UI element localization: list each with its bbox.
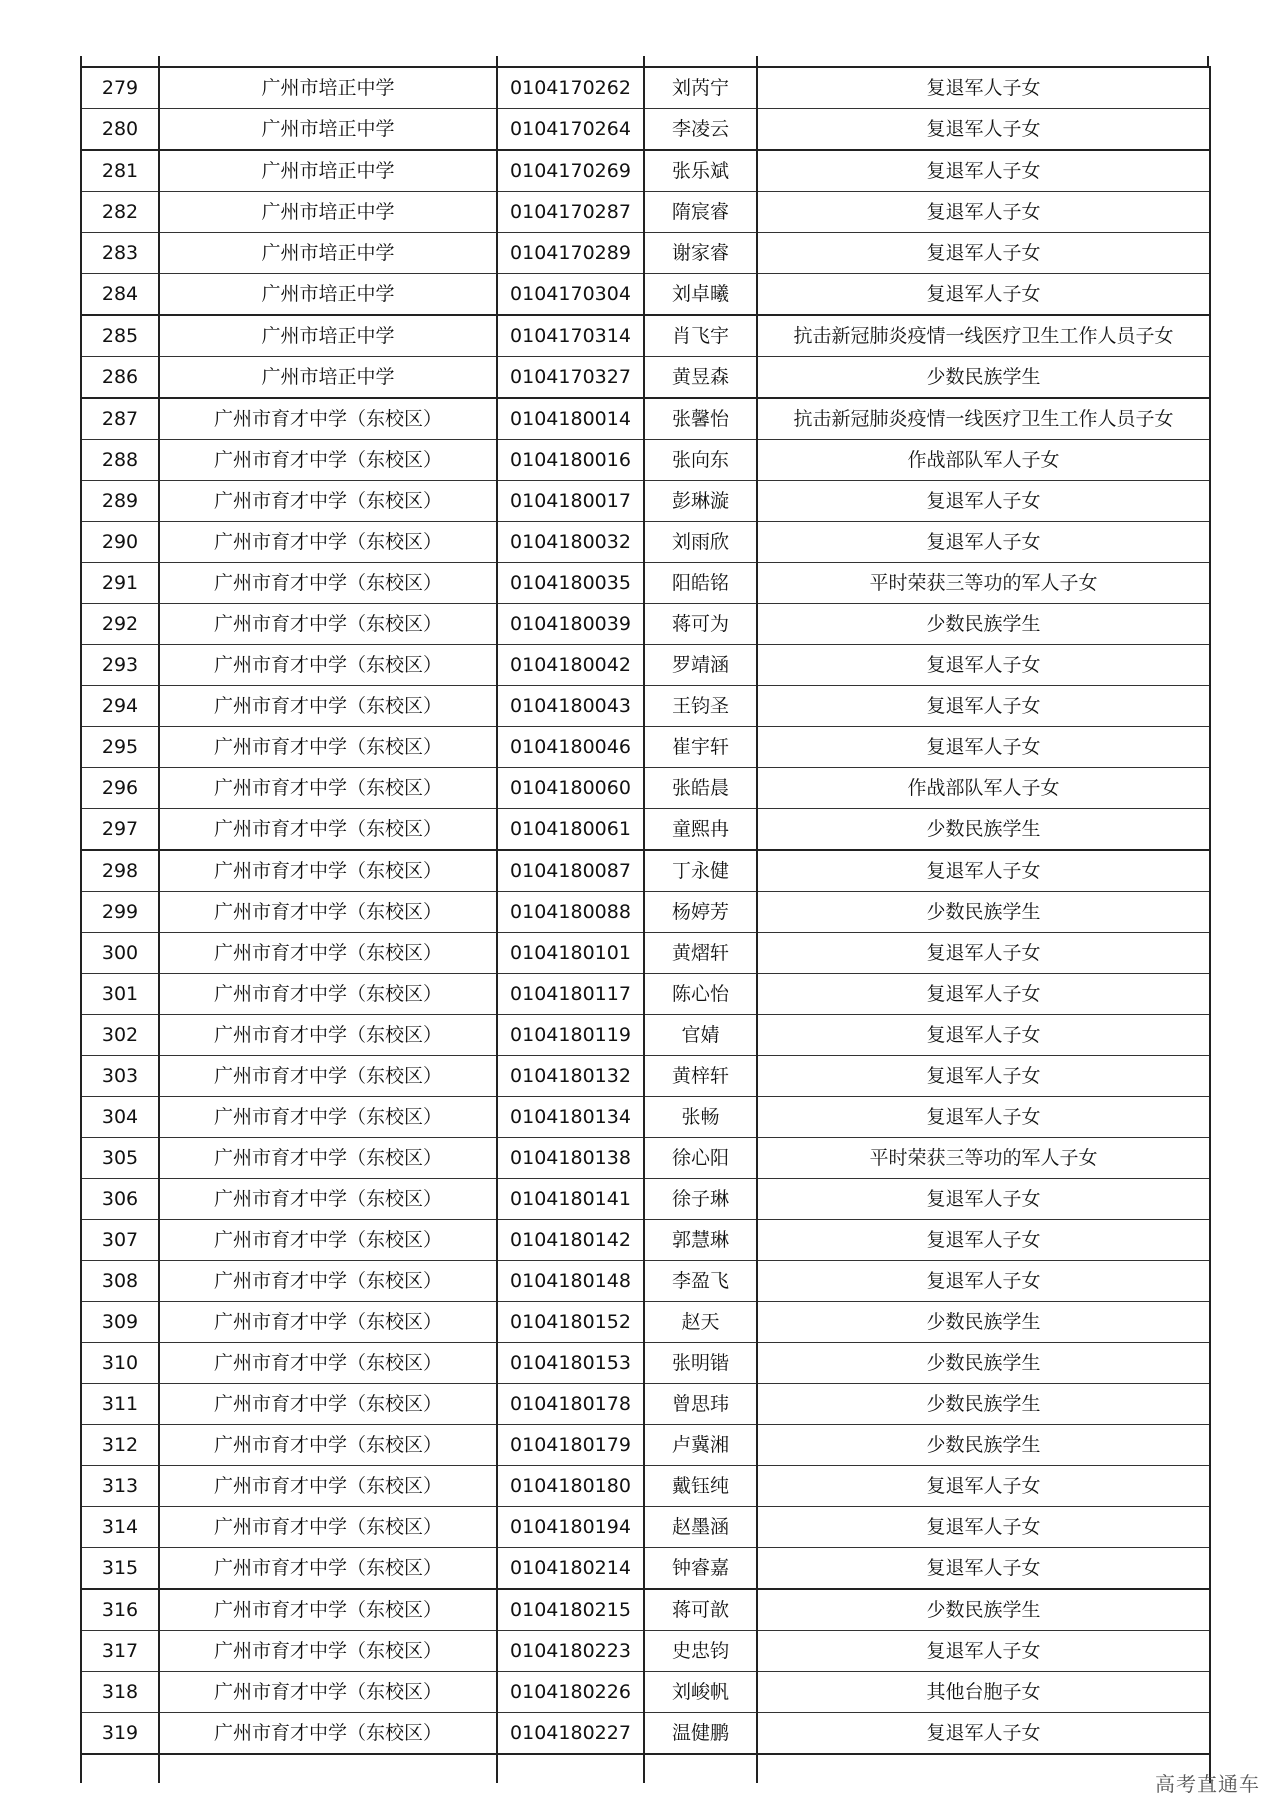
table-row [81, 645, 1210, 686]
table-row [81, 727, 1210, 768]
student-id: 0104180061 [497, 809, 644, 851]
empty-cell [757, 1754, 1210, 1783]
table-row [81, 974, 1210, 1015]
row-number: 312 [81, 1425, 159, 1466]
category: 复退军人子女 [757, 1220, 1210, 1261]
table-row [81, 150, 1210, 192]
table-row [81, 315, 1210, 357]
school-name: 广州市育才中学（东校区） [159, 440, 497, 481]
student-id: 0104180142 [497, 1220, 644, 1261]
table-row [81, 67, 1210, 109]
student-name: 刘雨欣 [644, 522, 757, 563]
student-name: 赵墨涵 [644, 1507, 757, 1548]
category: 复退军人子女 [757, 933, 1210, 974]
student-id: 0104180117 [497, 974, 644, 1015]
row-number: 282 [81, 192, 159, 233]
student-name: 蒋可为 [644, 604, 757, 645]
student-id: 0104180119 [497, 1015, 644, 1056]
table-row [81, 1672, 1210, 1713]
table-row [81, 109, 1210, 151]
row-number: 319 [81, 1713, 159, 1755]
student-id: 0104180016 [497, 440, 644, 481]
student-name: 阳皓铭 [644, 563, 757, 604]
roster-sheet [80, 66, 1209, 1783]
row-number: 286 [81, 357, 159, 399]
table-row [81, 1589, 1210, 1631]
school-name: 广州市育才中学（东校区） [159, 1138, 497, 1179]
student-name: 张向东 [644, 440, 757, 481]
category: 复退军人子女 [757, 233, 1210, 274]
school-name: 广州市育才中学（东校区） [159, 892, 497, 933]
school-name: 广州市育才中学（东校区） [159, 481, 497, 522]
table-row [81, 398, 1210, 440]
row-number: 293 [81, 645, 159, 686]
category: 复退军人子女 [757, 1466, 1210, 1507]
category: 少数民族学生 [757, 1302, 1210, 1343]
student-name: 张明锴 [644, 1343, 757, 1384]
school-name: 广州市培正中学 [159, 315, 497, 357]
category: 复退军人子女 [757, 192, 1210, 233]
category: 复退军人子女 [757, 150, 1210, 192]
school-name: 广州市培正中学 [159, 233, 497, 274]
row-number: 316 [81, 1589, 159, 1631]
category: 复退军人子女 [757, 522, 1210, 563]
student-name: 蒋可歆 [644, 1589, 757, 1631]
student-id: 0104180042 [497, 645, 644, 686]
school-name: 广州市育才中学（东校区） [159, 1302, 497, 1343]
student-name: 丁永健 [644, 850, 757, 892]
student-name: 温健鹏 [644, 1713, 757, 1755]
row-number: 300 [81, 933, 159, 974]
roster-body [81, 67, 1210, 1783]
school-name: 广州市育才中学（东校区） [159, 1261, 497, 1302]
student-name: 隋宸睿 [644, 192, 757, 233]
school-name: 广州市育才中学（东校区） [159, 1179, 497, 1220]
student-name: 彭琳漩 [644, 481, 757, 522]
student-id: 0104180039 [497, 604, 644, 645]
table-row [81, 1425, 1210, 1466]
table-row [81, 809, 1210, 851]
school-name: 广州市育才中学（东校区） [159, 1425, 497, 1466]
table-row [81, 1056, 1210, 1097]
table-row [81, 604, 1210, 645]
school-name: 广州市育才中学（东校区） [159, 1672, 497, 1713]
category: 复退军人子女 [757, 974, 1210, 1015]
column-line-stub [756, 56, 758, 66]
student-id: 0104180101 [497, 933, 644, 974]
student-id: 0104180043 [497, 686, 644, 727]
category: 复退军人子女 [757, 481, 1210, 522]
table-row [81, 768, 1210, 809]
row-number: 317 [81, 1631, 159, 1672]
student-id: 0104180152 [497, 1302, 644, 1343]
table-row [81, 1384, 1210, 1425]
student-name: 黄熠轩 [644, 933, 757, 974]
student-id: 0104180014 [497, 398, 644, 440]
row-number: 288 [81, 440, 159, 481]
student-id: 0104180153 [497, 1343, 644, 1384]
table-row [81, 1631, 1210, 1672]
row-number: 294 [81, 686, 159, 727]
table-row [81, 274, 1210, 316]
row-number: 289 [81, 481, 159, 522]
student-name: 刘卓曦 [644, 274, 757, 316]
school-name: 广州市育才中学（东校区） [159, 1631, 497, 1672]
table-row [81, 892, 1210, 933]
school-name: 广州市育才中学（东校区） [159, 645, 497, 686]
row-number: 296 [81, 768, 159, 809]
row-number: 287 [81, 398, 159, 440]
student-id: 0104180138 [497, 1138, 644, 1179]
school-name: 广州市育才中学（东校区） [159, 563, 497, 604]
student-name: 童熙冉 [644, 809, 757, 851]
row-number: 305 [81, 1138, 159, 1179]
student-name: 徐子琳 [644, 1179, 757, 1220]
student-id: 0104180214 [497, 1548, 644, 1590]
table-row [81, 1179, 1210, 1220]
school-name: 广州市育才中学（东校区） [159, 974, 497, 1015]
category: 少数民族学生 [757, 809, 1210, 851]
student-id: 0104180148 [497, 1261, 644, 1302]
row-number: 280 [81, 109, 159, 151]
table-row [81, 686, 1210, 727]
student-name: 李凌云 [644, 109, 757, 151]
student-name: 陈心怡 [644, 974, 757, 1015]
category: 少数民族学生 [757, 357, 1210, 399]
school-name: 广州市育才中学（东校区） [159, 1507, 497, 1548]
student-id: 0104170264 [497, 109, 644, 151]
row-number: 290 [81, 522, 159, 563]
category: 复退军人子女 [757, 686, 1210, 727]
category: 复退军人子女 [757, 1015, 1210, 1056]
category: 平时荣获三等功的军人子女 [757, 563, 1210, 604]
school-name: 广州市育才中学（东校区） [159, 1056, 497, 1097]
student-id: 0104170314 [497, 315, 644, 357]
student-id: 0104180223 [497, 1631, 644, 1672]
table-row [81, 192, 1210, 233]
school-name: 广州市育才中学（东校区） [159, 768, 497, 809]
school-name: 广州市育才中学（东校区） [159, 1220, 497, 1261]
row-number: 291 [81, 563, 159, 604]
school-name: 广州市培正中学 [159, 357, 497, 399]
student-id: 0104180088 [497, 892, 644, 933]
student-id: 0104170304 [497, 274, 644, 316]
school-name: 广州市育才中学（东校区） [159, 1466, 497, 1507]
category: 复退军人子女 [757, 274, 1210, 316]
student-name: 史忠钧 [644, 1631, 757, 1672]
row-number: 292 [81, 604, 159, 645]
row-number: 313 [81, 1466, 159, 1507]
table-row [81, 850, 1210, 892]
table-continuation-row [81, 1754, 1210, 1783]
school-name: 广州市育才中学（东校区） [159, 1015, 497, 1056]
category: 作战部队军人子女 [757, 440, 1210, 481]
category: 少数民族学生 [757, 1425, 1210, 1466]
school-name: 广州市培正中学 [159, 274, 497, 316]
student-name: 黄昱森 [644, 357, 757, 399]
student-id: 0104180134 [497, 1097, 644, 1138]
column-line-stub [1207, 56, 1209, 66]
student-name: 赵天 [644, 1302, 757, 1343]
student-id: 0104180032 [497, 522, 644, 563]
student-id: 0104180180 [497, 1466, 644, 1507]
student-name: 张皓晨 [644, 768, 757, 809]
school-name: 广州市育才中学（东校区） [159, 850, 497, 892]
category: 其他台胞子女 [757, 1672, 1210, 1713]
table-row [81, 481, 1210, 522]
school-name: 广州市育才中学（东校区） [159, 1548, 497, 1590]
student-id: 0104180046 [497, 727, 644, 768]
school-name: 广州市育才中学（东校区） [159, 1713, 497, 1755]
category: 复退军人子女 [757, 850, 1210, 892]
column-line-stub [643, 56, 645, 66]
row-number: 298 [81, 850, 159, 892]
student-id: 0104180179 [497, 1425, 644, 1466]
student-name: 戴钰纯 [644, 1466, 757, 1507]
table-row [81, 357, 1210, 399]
student-name: 王钧圣 [644, 686, 757, 727]
row-number: 295 [81, 727, 159, 768]
row-number: 281 [81, 150, 159, 192]
category: 复退军人子女 [757, 727, 1210, 768]
column-line-stub [80, 56, 82, 66]
category: 作战部队军人子女 [757, 768, 1210, 809]
student-name: 谢家睿 [644, 233, 757, 274]
row-number: 283 [81, 233, 159, 274]
school-name: 广州市育才中学（东校区） [159, 686, 497, 727]
student-name: 李盈飞 [644, 1261, 757, 1302]
student-name: 杨婷芳 [644, 892, 757, 933]
school-name: 广州市育才中学（东校区） [159, 1097, 497, 1138]
student-name: 张馨怡 [644, 398, 757, 440]
student-id: 0104180132 [497, 1056, 644, 1097]
row-number: 302 [81, 1015, 159, 1056]
school-name: 广州市培正中学 [159, 109, 497, 151]
school-name: 广州市育才中学（东校区） [159, 1343, 497, 1384]
category: 复退军人子女 [757, 1507, 1210, 1548]
category: 抗击新冠肺炎疫情一线医疗卫生工作人员子女 [757, 315, 1210, 357]
school-name: 广州市育才中学（东校区） [159, 604, 497, 645]
row-number: 297 [81, 809, 159, 851]
student-id: 0104180035 [497, 563, 644, 604]
student-name: 官婧 [644, 1015, 757, 1056]
student-name: 肖飞宇 [644, 315, 757, 357]
school-name: 广州市育才中学（东校区） [159, 1589, 497, 1631]
table-row [81, 1138, 1210, 1179]
row-number: 318 [81, 1672, 159, 1713]
row-number: 307 [81, 1220, 159, 1261]
table-row [81, 1343, 1210, 1384]
student-id: 0104170289 [497, 233, 644, 274]
row-number: 285 [81, 315, 159, 357]
category: 复退军人子女 [757, 1713, 1210, 1755]
row-number: 311 [81, 1384, 159, 1425]
row-number: 310 [81, 1343, 159, 1384]
watermark: 高考直通车 [1155, 1772, 1260, 1796]
student-name: 崔宇轩 [644, 727, 757, 768]
category: 复退军人子女 [757, 1179, 1210, 1220]
student-name: 张畅 [644, 1097, 757, 1138]
student-id: 0104180226 [497, 1672, 644, 1713]
student-id: 0104180087 [497, 850, 644, 892]
roster-table [80, 66, 1211, 1783]
category: 平时荣获三等功的军人子女 [757, 1138, 1210, 1179]
row-number: 308 [81, 1261, 159, 1302]
row-number: 299 [81, 892, 159, 933]
table-row [81, 1220, 1210, 1261]
student-id: 0104180178 [497, 1384, 644, 1425]
table-row [81, 1548, 1210, 1590]
school-name: 广州市育才中学（东校区） [159, 1384, 497, 1425]
school-name: 广州市育才中学（东校区） [159, 398, 497, 440]
category: 复退军人子女 [757, 1548, 1210, 1590]
category: 抗击新冠肺炎疫情一线医疗卫生工作人员子女 [757, 398, 1210, 440]
category: 少数民族学生 [757, 892, 1210, 933]
school-name: 广州市育才中学（东校区） [159, 727, 497, 768]
table-row [81, 933, 1210, 974]
row-number: 315 [81, 1548, 159, 1590]
empty-cell [644, 1754, 757, 1783]
table-row [81, 233, 1210, 274]
category: 复退军人子女 [757, 1056, 1210, 1097]
category: 少数民族学生 [757, 1343, 1210, 1384]
row-number: 279 [81, 67, 159, 109]
category: 复退军人子女 [757, 109, 1210, 151]
student-name: 刘芮宁 [644, 67, 757, 109]
category: 少数民族学生 [757, 1384, 1210, 1425]
student-id: 0104170287 [497, 192, 644, 233]
student-name: 曾思玮 [644, 1384, 757, 1425]
school-name: 广州市育才中学（东校区） [159, 933, 497, 974]
category: 复退军人子女 [757, 645, 1210, 686]
student-name: 黄梓轩 [644, 1056, 757, 1097]
table-row [81, 1713, 1210, 1755]
empty-cell [497, 1754, 644, 1783]
column-line-stub [496, 56, 498, 66]
student-id: 0104170327 [497, 357, 644, 399]
empty-cell [81, 1754, 159, 1783]
table-row [81, 1302, 1210, 1343]
school-name: 广州市育才中学（东校区） [159, 522, 497, 563]
empty-cell [159, 1754, 497, 1783]
school-name: 广州市培正中学 [159, 192, 497, 233]
category: 复退军人子女 [757, 1261, 1210, 1302]
student-name: 钟睿嘉 [644, 1548, 757, 1590]
student-name: 张乐斌 [644, 150, 757, 192]
student-name: 刘峻帆 [644, 1672, 757, 1713]
school-name: 广州市育才中学（东校区） [159, 809, 497, 851]
school-name: 广州市培正中学 [159, 67, 497, 109]
category: 复退军人子女 [757, 1097, 1210, 1138]
row-number: 314 [81, 1507, 159, 1548]
row-number: 304 [81, 1097, 159, 1138]
row-number: 284 [81, 274, 159, 316]
category: 复退军人子女 [757, 67, 1210, 109]
student-id: 0104180060 [497, 768, 644, 809]
table-row [81, 522, 1210, 563]
student-id: 0104180227 [497, 1713, 644, 1755]
student-id: 0104180215 [497, 1589, 644, 1631]
table-row [81, 563, 1210, 604]
table-row [81, 1466, 1210, 1507]
student-id: 0104170269 [497, 150, 644, 192]
student-id: 0104180017 [497, 481, 644, 522]
table-row [81, 1261, 1210, 1302]
table-row [81, 1097, 1210, 1138]
row-number: 301 [81, 974, 159, 1015]
row-number: 303 [81, 1056, 159, 1097]
student-name: 罗靖涵 [644, 645, 757, 686]
category: 复退军人子女 [757, 1631, 1210, 1672]
column-line-stub [158, 56, 160, 66]
row-number: 306 [81, 1179, 159, 1220]
student-name: 卢冀湘 [644, 1425, 757, 1466]
student-name: 徐心阳 [644, 1138, 757, 1179]
table-row [81, 1507, 1210, 1548]
school-name: 广州市培正中学 [159, 150, 497, 192]
student-id: 0104170262 [497, 67, 644, 109]
student-id: 0104180141 [497, 1179, 644, 1220]
student-name: 郭慧琳 [644, 1220, 757, 1261]
category: 少数民族学生 [757, 604, 1210, 645]
student-id: 0104180194 [497, 1507, 644, 1548]
row-number: 309 [81, 1302, 159, 1343]
category: 少数民族学生 [757, 1589, 1210, 1631]
table-row [81, 1015, 1210, 1056]
table-row [81, 440, 1210, 481]
